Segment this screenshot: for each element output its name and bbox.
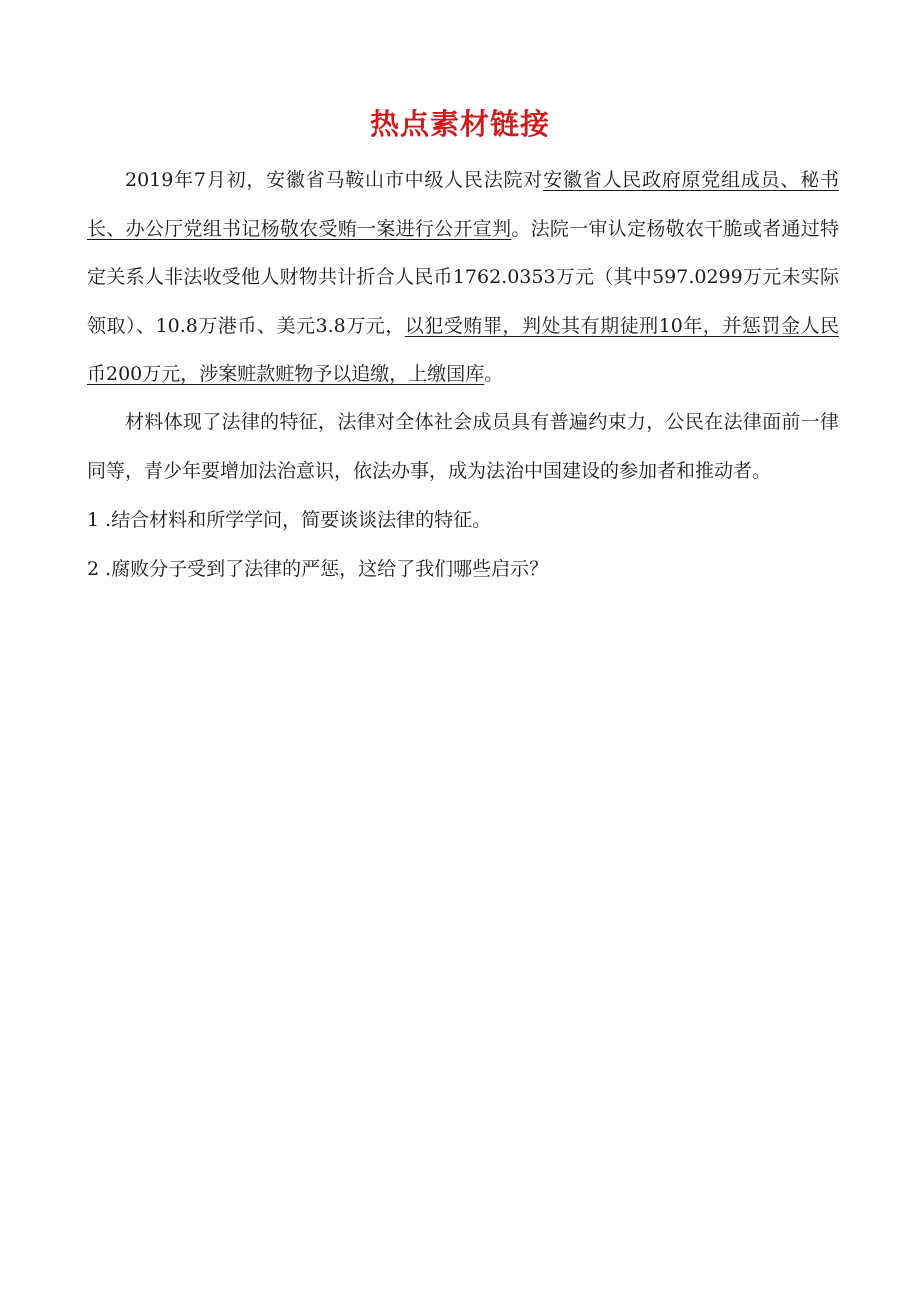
analysis-paragraph: 材料体现了法律的特征，法律对全体社会成员具有普遍约束力，公民在法律面前一律同等，青少年要增加法治意识，依法办事，成为法治中国建设的参加者和推动者。 [87,411,839,482]
material-underlined-text-verdict: 以犯受贿罪，判处其有期徒刑10年，并惩罚金人民币200万元，涉案赃款赃物予以追缴，上缴国库 [87,314,839,385]
material-text-details: 。法院一审认定杨敬农干脆或者通过特定关系人非法收受他人财物共计折合人民币1762.0353万元（其中597.0299万元未实际领取）、10.8万港币、美元3.8万元， [87,217,839,337]
material-underlined-text-case: 安徽省人民政府原党组成员、秘书长、办公厅党组书记杨敬农受贿一案进行公开宣判 [87,169,839,240]
material-paragraph [87,156,839,399]
material-text-intro: 2019年7月初，安徽省马鞍山市中级人民法院对 [125,169,544,191]
question-2: 2 .腐败分子受到了法律的严惩，这给了我们哪些启示？ [87,558,549,580]
material-text-end: 。 [484,363,504,385]
document-title: 热点素材链接 [369,107,550,141]
question-1: 1 .结合材料和所学学问，简要谈谈法律的特征。 [87,509,492,531]
